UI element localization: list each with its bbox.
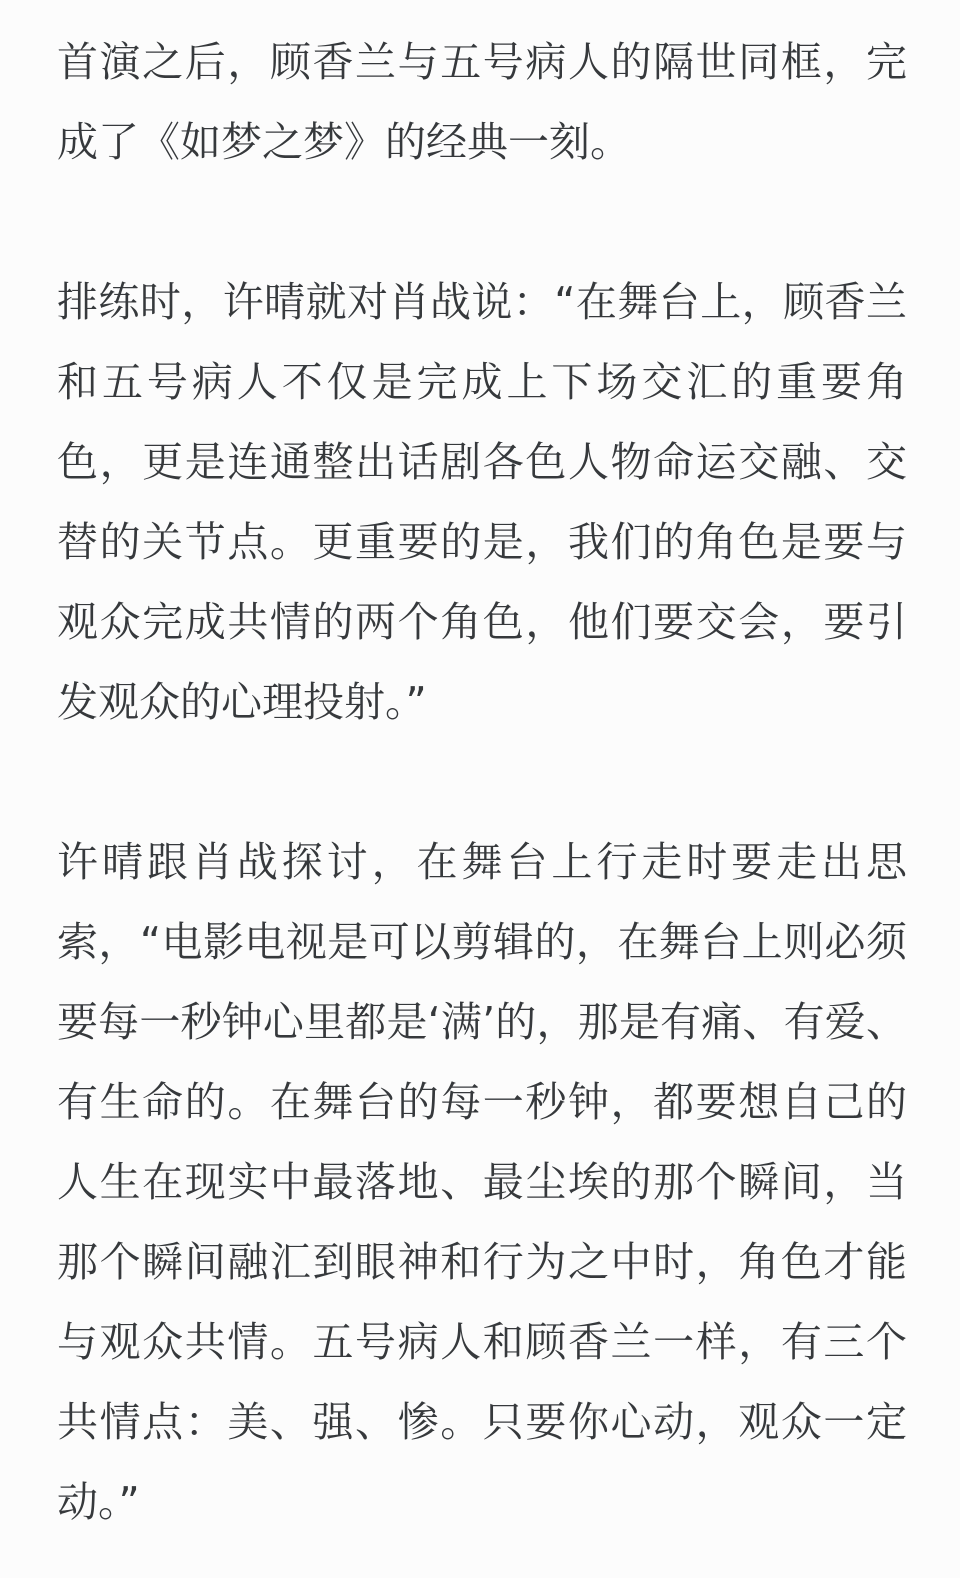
text-line: 观众完成共情的两个角色，他们要交会，要引	[57, 598, 907, 646]
paragraph-1	[57, 22, 907, 182]
paragraph-3	[57, 822, 907, 1542]
text-line: 发观众的心理投射。”	[57, 678, 427, 726]
text-line: 许晴跟肖战探讨，在舞台上行走时要走出思	[57, 838, 907, 886]
text-line: 成了《如梦之梦》的经典一刻。	[57, 118, 631, 166]
text-line: 色，更是连通整出话剧各色人物命运交融、交	[57, 438, 907, 486]
text-line: 人生在现实中最落地、最尘埃的那个瞬间，当	[57, 1158, 907, 1206]
text-line: 和五号病人不仅是完成上下场交汇的重要角	[57, 358, 907, 406]
text-line: 替的关节点。更重要的是，我们的角色是要与	[57, 518, 907, 566]
text-line: 有生命的。在舞台的每一秒钟，都要想自己的	[57, 1078, 907, 1126]
text-line: 共情点：美、强、惨。只要你心动，观众一定	[57, 1398, 907, 1446]
text-line: 与观众共情。五号病人和顾香兰一样，有三个	[57, 1318, 907, 1366]
text-line: 要每一秒钟心里都是‘满’的，那是有痛、有爱、	[57, 998, 907, 1046]
text-line: 首演之后，顾香兰与五号病人的隔世同框，完	[57, 38, 907, 86]
paragraph-2	[57, 262, 907, 742]
text-line: 排练时，许晴就对肖战说：“在舞台上，顾香兰	[57, 278, 907, 326]
text-line: 动。”	[57, 1478, 140, 1526]
text-line: 索，“电影电视是可以剪辑的，在舞台上则必须	[57, 918, 907, 966]
text-line: 那个瞬间融汇到眼神和行为之中时，角色才能	[57, 1238, 907, 1286]
